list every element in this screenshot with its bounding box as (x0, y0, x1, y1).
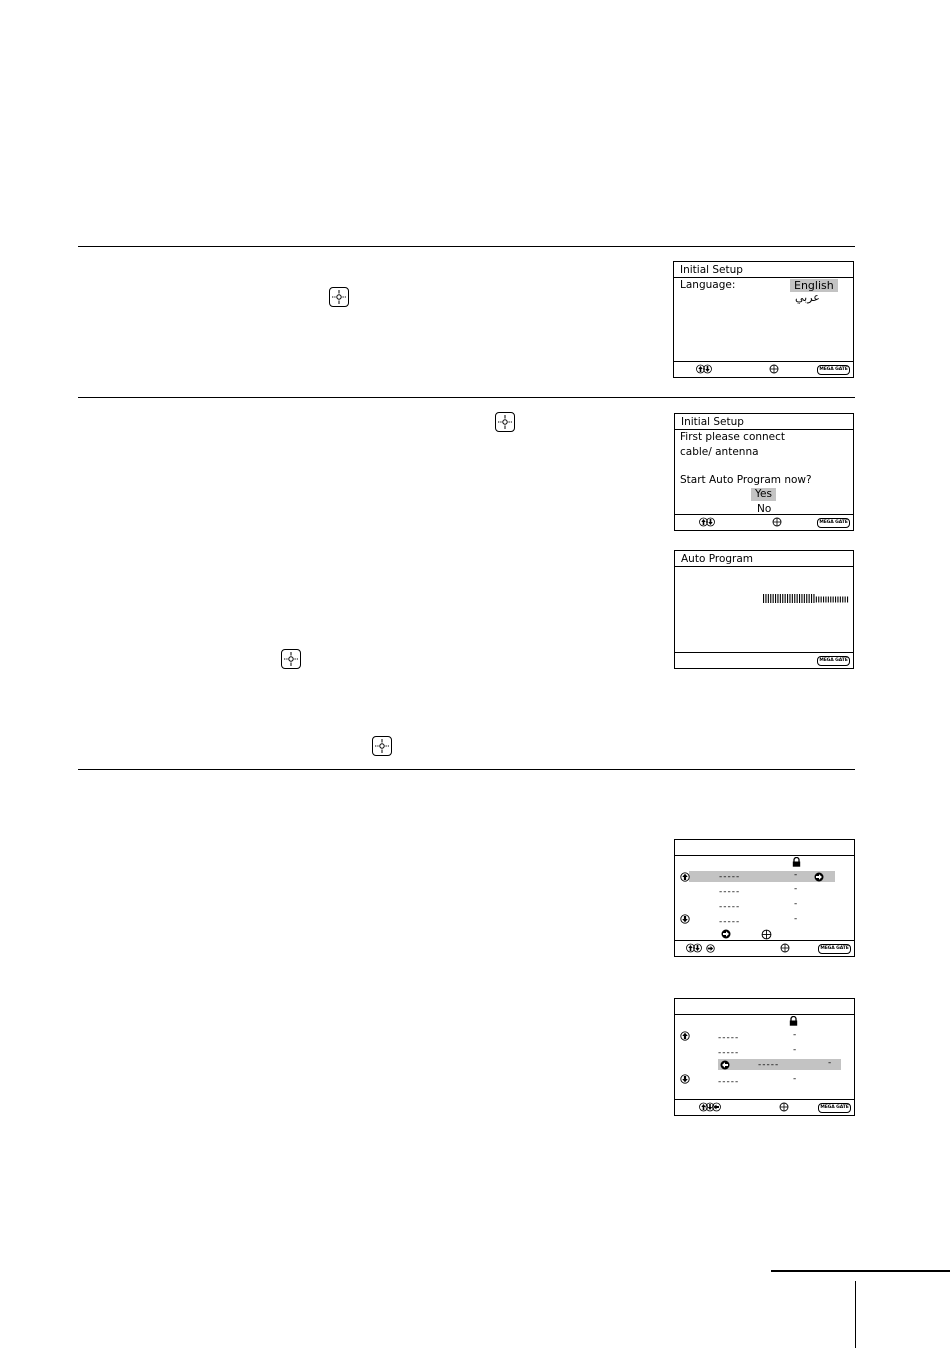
program-row-1[interactable]: ----- (719, 872, 741, 882)
mega-gate-badge: MEGA GATE (818, 944, 851, 954)
progress-tick-empty (823, 597, 824, 603)
row-mark-1: - (794, 870, 799, 880)
progress-tick-empty (821, 597, 822, 603)
section-divider-2 (78, 397, 855, 398)
right-arrow-icon (721, 929, 731, 939)
screen-title-bar (675, 999, 854, 1015)
right-arrow-icon (706, 944, 715, 953)
progress-tick-empty (816, 597, 817, 603)
row-mark-2: - (794, 884, 799, 894)
screen-title: Initial Setup (681, 416, 744, 428)
progress-tick-filled (782, 594, 783, 603)
program-sort-screen-b (674, 998, 855, 1116)
progress-tick-filled (765, 594, 766, 603)
mega-gate-badge: MEGA GATE (817, 656, 850, 666)
up-down-arrow-icon (686, 943, 702, 953)
progress-tick-filled (801, 594, 802, 603)
connect-screen (674, 413, 854, 531)
progress-tick-filled (792, 594, 793, 603)
screen-title-bar (675, 414, 853, 430)
auto-program-screen (674, 550, 854, 669)
program-row-3[interactable]: ----- (719, 902, 741, 912)
connect-line-2: cable/ antenna (680, 446, 759, 458)
progress-tick-filled (787, 594, 788, 603)
language-screen (673, 261, 854, 378)
enter-button-icon (329, 287, 349, 307)
progress-tick-filled (775, 594, 776, 603)
option-no[interactable]: No (757, 503, 772, 515)
progress-tick-filled (768, 594, 769, 603)
progress-tick-filled (799, 594, 800, 603)
up-down-arrow-icon (696, 364, 712, 374)
progress-tick-empty (840, 597, 841, 603)
program-row-4[interactable]: ----- (718, 1077, 740, 1087)
progress-tick-filled (794, 594, 795, 603)
program-row-1[interactable]: ----- (718, 1033, 740, 1043)
screen-footer (675, 652, 853, 668)
progress-tick-filled (777, 594, 778, 603)
progress-tick-filled (780, 594, 781, 603)
lock-icon (792, 857, 801, 867)
screen-title-bar (675, 840, 854, 856)
up-down-arrow-icon (699, 517, 715, 527)
screen-footer (675, 1099, 854, 1115)
plus-circle-icon (779, 1102, 789, 1112)
plus-circle-icon (769, 364, 779, 374)
row-mark-2: - (793, 1045, 798, 1055)
progress-tick-filled (789, 594, 790, 603)
moving-program-row[interactable]: ----- (758, 1060, 780, 1070)
moving-row-highlight (718, 1059, 841, 1070)
progress-tick-empty (825, 597, 826, 603)
program-row-4[interactable]: ----- (719, 917, 741, 927)
progress-tick-filled (806, 594, 807, 603)
progress-tick-empty (847, 597, 848, 603)
progress-tick-filled (770, 594, 771, 603)
right-arrow-icon[interactable] (814, 872, 824, 882)
language-option-english[interactable]: English (790, 279, 838, 292)
enter-button-icon (281, 649, 301, 669)
progress-tick-filled (811, 594, 812, 603)
progress-tick-filled (813, 594, 814, 603)
row-mark-3: - (794, 899, 799, 909)
progress-tick-empty (830, 597, 831, 603)
up-arrow-icon[interactable] (680, 1031, 690, 1041)
auto-program-progress-bar (763, 594, 851, 603)
mega-gate-badge: MEGA GATE (817, 518, 850, 528)
screen-title: Initial Setup (680, 264, 743, 276)
progress-tick-empty (842, 597, 843, 603)
row-mark-4: - (793, 1074, 798, 1084)
screen-footer (675, 514, 853, 530)
up-down-arrow-icon (699, 1102, 721, 1112)
progress-tick-filled (797, 594, 798, 603)
progress-tick-empty (818, 597, 819, 603)
page-corner-rule (771, 1270, 950, 1272)
progress-tick-empty (837, 597, 838, 603)
progress-tick-filled (785, 594, 786, 603)
progress-tick-filled (809, 594, 810, 603)
screen-title-bar (674, 262, 853, 278)
mega-gate-badge: MEGA GATE (818, 1103, 851, 1113)
down-arrow-icon[interactable] (680, 1074, 690, 1084)
program-row-2[interactable]: ----- (718, 1048, 740, 1058)
enter-button-icon (372, 736, 392, 756)
screen-title: Auto Program (681, 553, 754, 565)
enter-button-icon (495, 412, 515, 432)
lock-icon (789, 1016, 798, 1026)
plus-circle-icon (761, 929, 772, 940)
row-mark-1: - (793, 1030, 798, 1040)
connect-line-1: First please connect (680, 431, 786, 443)
auto-program-question: Start Auto Program now? (680, 474, 812, 486)
progress-tick-empty (828, 597, 829, 603)
screen-title-bar (675, 551, 853, 567)
plus-circle-icon (780, 943, 790, 953)
program-row-2[interactable]: ----- (719, 887, 741, 897)
language-label: Language: (680, 279, 736, 291)
row-mark-4: - (794, 914, 799, 924)
progress-tick-filled (763, 594, 764, 603)
progress-tick-filled (804, 594, 805, 603)
section-divider-3 (78, 769, 855, 770)
screen-footer (675, 940, 854, 956)
program-sort-screen-a (674, 839, 855, 957)
progress-tick-empty (833, 597, 834, 603)
up-arrow-icon[interactable] (680, 872, 690, 882)
left-arrow-icon[interactable] (720, 1060, 730, 1070)
section-divider-1 (78, 246, 855, 247)
option-yes[interactable]: Yes (751, 488, 776, 501)
row-mark-3: - (828, 1058, 833, 1068)
mega-gate-badge: MEGA GATE (817, 365, 850, 375)
progress-tick-empty (835, 597, 836, 603)
plus-circle-icon (772, 517, 782, 527)
page-number-divider (855, 1281, 856, 1348)
progress-tick-empty (845, 597, 846, 603)
progress-tick-filled (773, 594, 774, 603)
screen-footer (674, 361, 853, 377)
down-arrow-icon[interactable] (680, 914, 690, 924)
language-option-arabic[interactable]: عربي (795, 291, 820, 304)
